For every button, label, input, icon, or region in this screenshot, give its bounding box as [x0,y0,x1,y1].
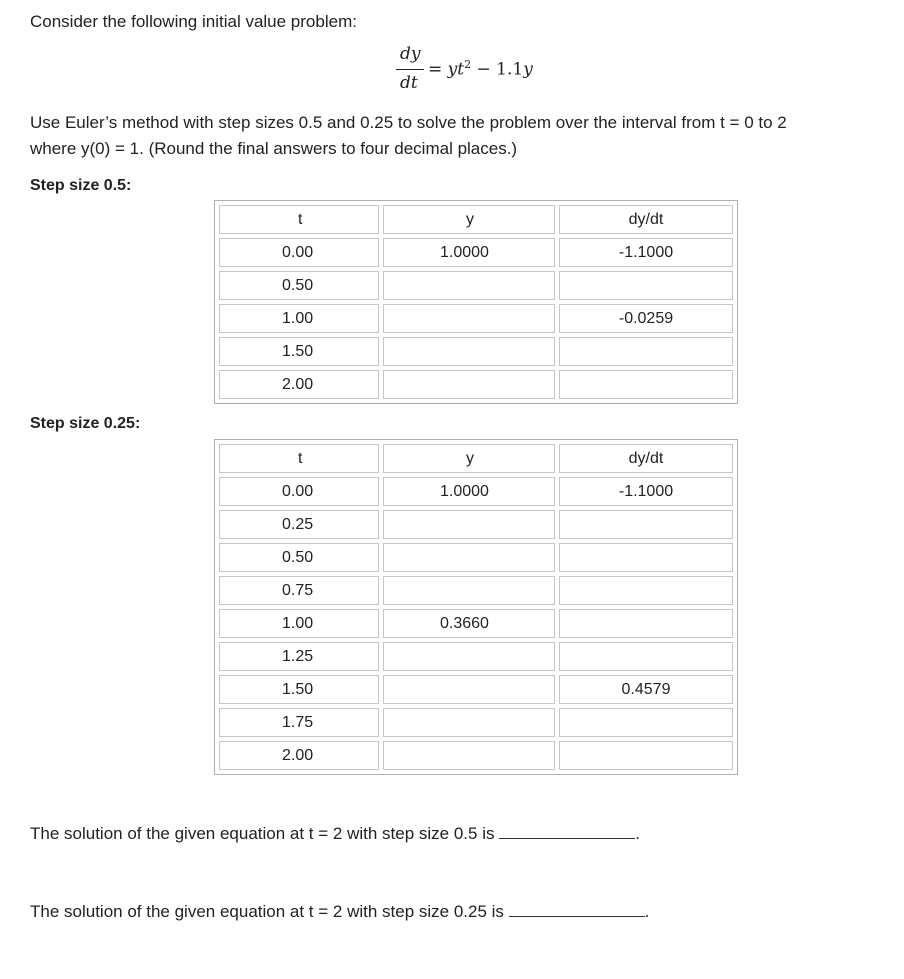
cell-y[interactable] [383,337,555,366]
table-row [219,238,733,267]
equation-rhs-var: y [523,59,533,80]
cell-t: 0.00 [219,477,379,506]
cell-dydt[interactable] [559,543,733,572]
header-t: t [219,444,379,473]
equation-rhs [428,58,533,80]
equation-numerator: dy [400,44,421,64]
intro-text: Consider the following initial value problem: [30,12,357,31]
answer-2-suffix: . [644,902,650,921]
table-row [219,609,733,638]
cell-t: 0.00 [219,238,379,267]
header-dydt: dy/dt [559,205,733,234]
cell-dydt[interactable] [559,510,733,539]
answer-1-blank[interactable] [499,822,635,839]
cell-y[interactable] [383,675,555,704]
equation [394,44,594,98]
cell-y[interactable] [383,708,555,737]
header-y: y [383,444,555,473]
cell-dydt[interactable] [559,642,733,671]
table-row [219,576,733,605]
header-dydt: dy/dt [559,444,733,473]
answer-question-1 [30,822,640,844]
cell-dydt: -0.0259 [559,304,733,333]
header-t: t [219,205,379,234]
table-row [219,675,733,704]
cell-dydt: 0.4579 [559,675,733,704]
cell-y[interactable] [383,741,555,770]
table-row [219,271,733,300]
cell-y[interactable] [383,510,555,539]
table-row [219,708,733,737]
cell-t: 1.00 [219,304,379,333]
table-row [219,543,733,572]
cell-t: 1.25 [219,642,379,671]
answer-1-prefix: The solution of the given equation at t = 2 with step size 0.5 is [30,824,495,843]
instructions-line1: Use Euler’s method with step sizes 0.5 and 0.25 to solve the problem over the interval from t = 0 to 2 [30,113,787,132]
cell-dydt[interactable] [559,741,733,770]
header-y: y [383,205,555,234]
cell-y[interactable] [383,271,555,300]
table1-body [219,205,733,399]
cell-t: 2.00 [219,370,379,399]
cell-dydt[interactable] [559,337,733,366]
cell-dydt: -1.1000 [559,238,733,267]
equation-rhs-suffix: − 1.1 [471,59,524,80]
table2-heading: Step size 0.25: [30,415,141,432]
equation-rhs-prefix: = yt [428,59,465,80]
cell-dydt[interactable] [559,370,733,399]
fraction-bar [396,69,424,70]
table-step-0-5 [214,200,738,404]
cell-dydt: -1.1000 [559,477,733,506]
cell-y[interactable] [383,370,555,399]
table-step-0-25 [214,439,738,775]
cell-t: 1.00 [219,609,379,638]
cell-y[interactable] [383,304,555,333]
cell-dydt[interactable] [559,576,733,605]
cell-t: 1.50 [219,337,379,366]
cell-t: 0.50 [219,543,379,572]
cell-dydt[interactable] [559,271,733,300]
table-row [219,741,733,770]
cell-y[interactable] [383,576,555,605]
cell-t: 1.50 [219,675,379,704]
cell-t: 1.75 [219,708,379,737]
cell-t: 2.00 [219,741,379,770]
table2-body [219,444,733,770]
table-header-row [219,205,733,234]
cell-dydt[interactable] [559,609,733,638]
table-header-row [219,444,733,473]
table-row [219,370,733,399]
table-row [219,337,733,366]
cell-t: 0.75 [219,576,379,605]
cell-t: 0.50 [219,271,379,300]
cell-dydt[interactable] [559,708,733,737]
answer-question-2 [30,900,649,922]
table-row [219,304,733,333]
answer-1-suffix: . [635,824,640,843]
cell-y: 1.0000 [383,238,555,267]
cell-y[interactable] [383,543,555,572]
table-row [219,477,733,506]
table-row [219,510,733,539]
table-row [219,642,733,671]
instructions-line2: where y(0) = 1. (Round the final answers to four decimal places.) [30,139,518,158]
table1-heading: Step size 0.5: [30,177,132,194]
answer-2-blank[interactable] [509,900,645,917]
answer-2-prefix: The solution of the given equation at t = 2 with step size 0.25 is [30,902,504,921]
cell-t: 0.25 [219,510,379,539]
cell-y[interactable] [383,642,555,671]
equation-exponent: 2 [464,58,472,71]
cell-y: 0.3660 [383,609,555,638]
equation-denominator: dt [400,73,418,93]
cell-y: 1.0000 [383,477,555,506]
